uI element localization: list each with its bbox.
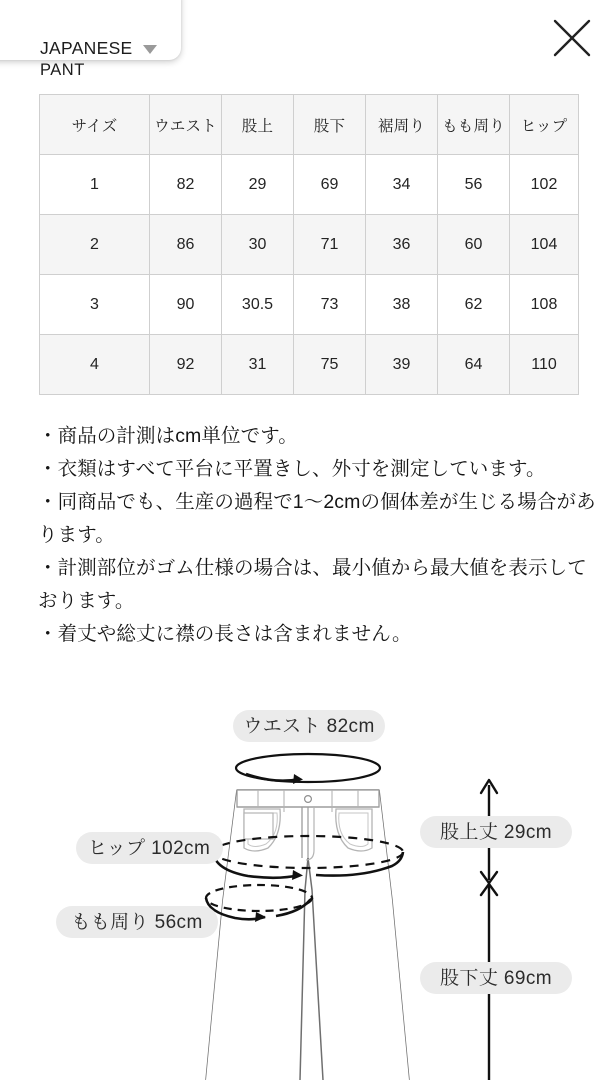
table-cell: 2 — [40, 215, 150, 275]
note-line: ・商品の計測はcm単位です。 — [38, 425, 298, 447]
table-header-cell: 裾周り — [366, 95, 438, 155]
size-table — [39, 94, 579, 395]
table-cell: 104 — [510, 215, 579, 275]
language-selector-label: JAPANESE — [40, 38, 133, 58]
table-cell: 34 — [366, 155, 438, 215]
hip-label: ヒップ 102cm — [87, 838, 211, 859]
table-cell: 92 — [150, 335, 222, 395]
waist-measure-ring — [236, 754, 380, 784]
rise-label-pill — [420, 816, 572, 848]
chevron-down-icon — [143, 45, 157, 54]
table-cell: 82 — [150, 155, 222, 215]
table-cell: 38 — [366, 275, 438, 335]
table-cell: 31 — [222, 335, 294, 395]
table-header-cell: ウエスト — [150, 95, 222, 155]
note-line: ・計測部位がゴム仕様の場合は、最小値から最大値を表示しております。 — [38, 557, 587, 612]
table-cell: 102 — [510, 155, 579, 215]
table-cell: 29 — [222, 155, 294, 215]
table-cell: 108 — [510, 275, 579, 335]
table-cell: 75 — [294, 335, 366, 395]
table-header-row — [40, 95, 579, 155]
note-line: ・同商品でも、生産の過程で1〜2cmの個体差が生じる場合があります。 — [38, 491, 596, 546]
table-row — [40, 335, 579, 395]
table-cell: 1 — [40, 155, 150, 215]
table-header-cell: 股下 — [294, 95, 366, 155]
close-icon — [546, 12, 598, 64]
note-line: ・着丈や総丈に襟の長さは含まれません。 — [38, 623, 412, 645]
rise-label: 股上丈 29cm — [440, 822, 552, 843]
waist-label-pill — [233, 710, 385, 742]
table-cell: 4 — [40, 335, 150, 395]
table-cell: 60 — [438, 215, 510, 275]
table-cell: 110 — [510, 335, 579, 395]
table-cell: 39 — [366, 335, 438, 395]
pants-front-illustration — [206, 790, 409, 1080]
note-line: ・衣類はすべて平台に平置きし、外寸を測定しています。 — [38, 458, 546, 480]
language-selector-button[interactable] — [40, 38, 157, 59]
table-row — [40, 215, 579, 275]
table-row — [40, 155, 579, 215]
table-cell: 30 — [222, 215, 294, 275]
inseam-label: 股下丈 69cm — [440, 968, 552, 989]
close-button[interactable] — [546, 12, 598, 64]
table-cell: 30.5 — [222, 275, 294, 335]
table-cell: 62 — [438, 275, 510, 335]
inseam-label-pill — [420, 962, 572, 994]
measurement-notes — [38, 420, 598, 651]
thigh-label: もも周り 56cm — [71, 912, 203, 933]
table-cell: 73 — [294, 275, 366, 335]
table-row — [40, 275, 579, 335]
table-header-cell: もも周り — [438, 95, 510, 155]
table-cell: 64 — [438, 335, 510, 395]
page-title: PANT — [40, 61, 85, 79]
table-cell: 3 — [40, 275, 150, 335]
waist-label: ウエスト 82cm — [243, 716, 375, 737]
table-header-cell: ヒップ — [510, 95, 579, 155]
table-header-cell: 股上 — [222, 95, 294, 155]
measurement-diagram — [0, 690, 616, 1080]
thigh-label-pill — [56, 906, 218, 938]
table-cell: 90 — [150, 275, 222, 335]
table-cell: 69 — [294, 155, 366, 215]
table-cell: 56 — [438, 155, 510, 215]
hip-label-pill — [76, 832, 223, 864]
table-header-cell: サイズ — [40, 95, 150, 155]
table-cell: 86 — [150, 215, 222, 275]
table-cell: 36 — [366, 215, 438, 275]
table-cell: 71 — [294, 215, 366, 275]
